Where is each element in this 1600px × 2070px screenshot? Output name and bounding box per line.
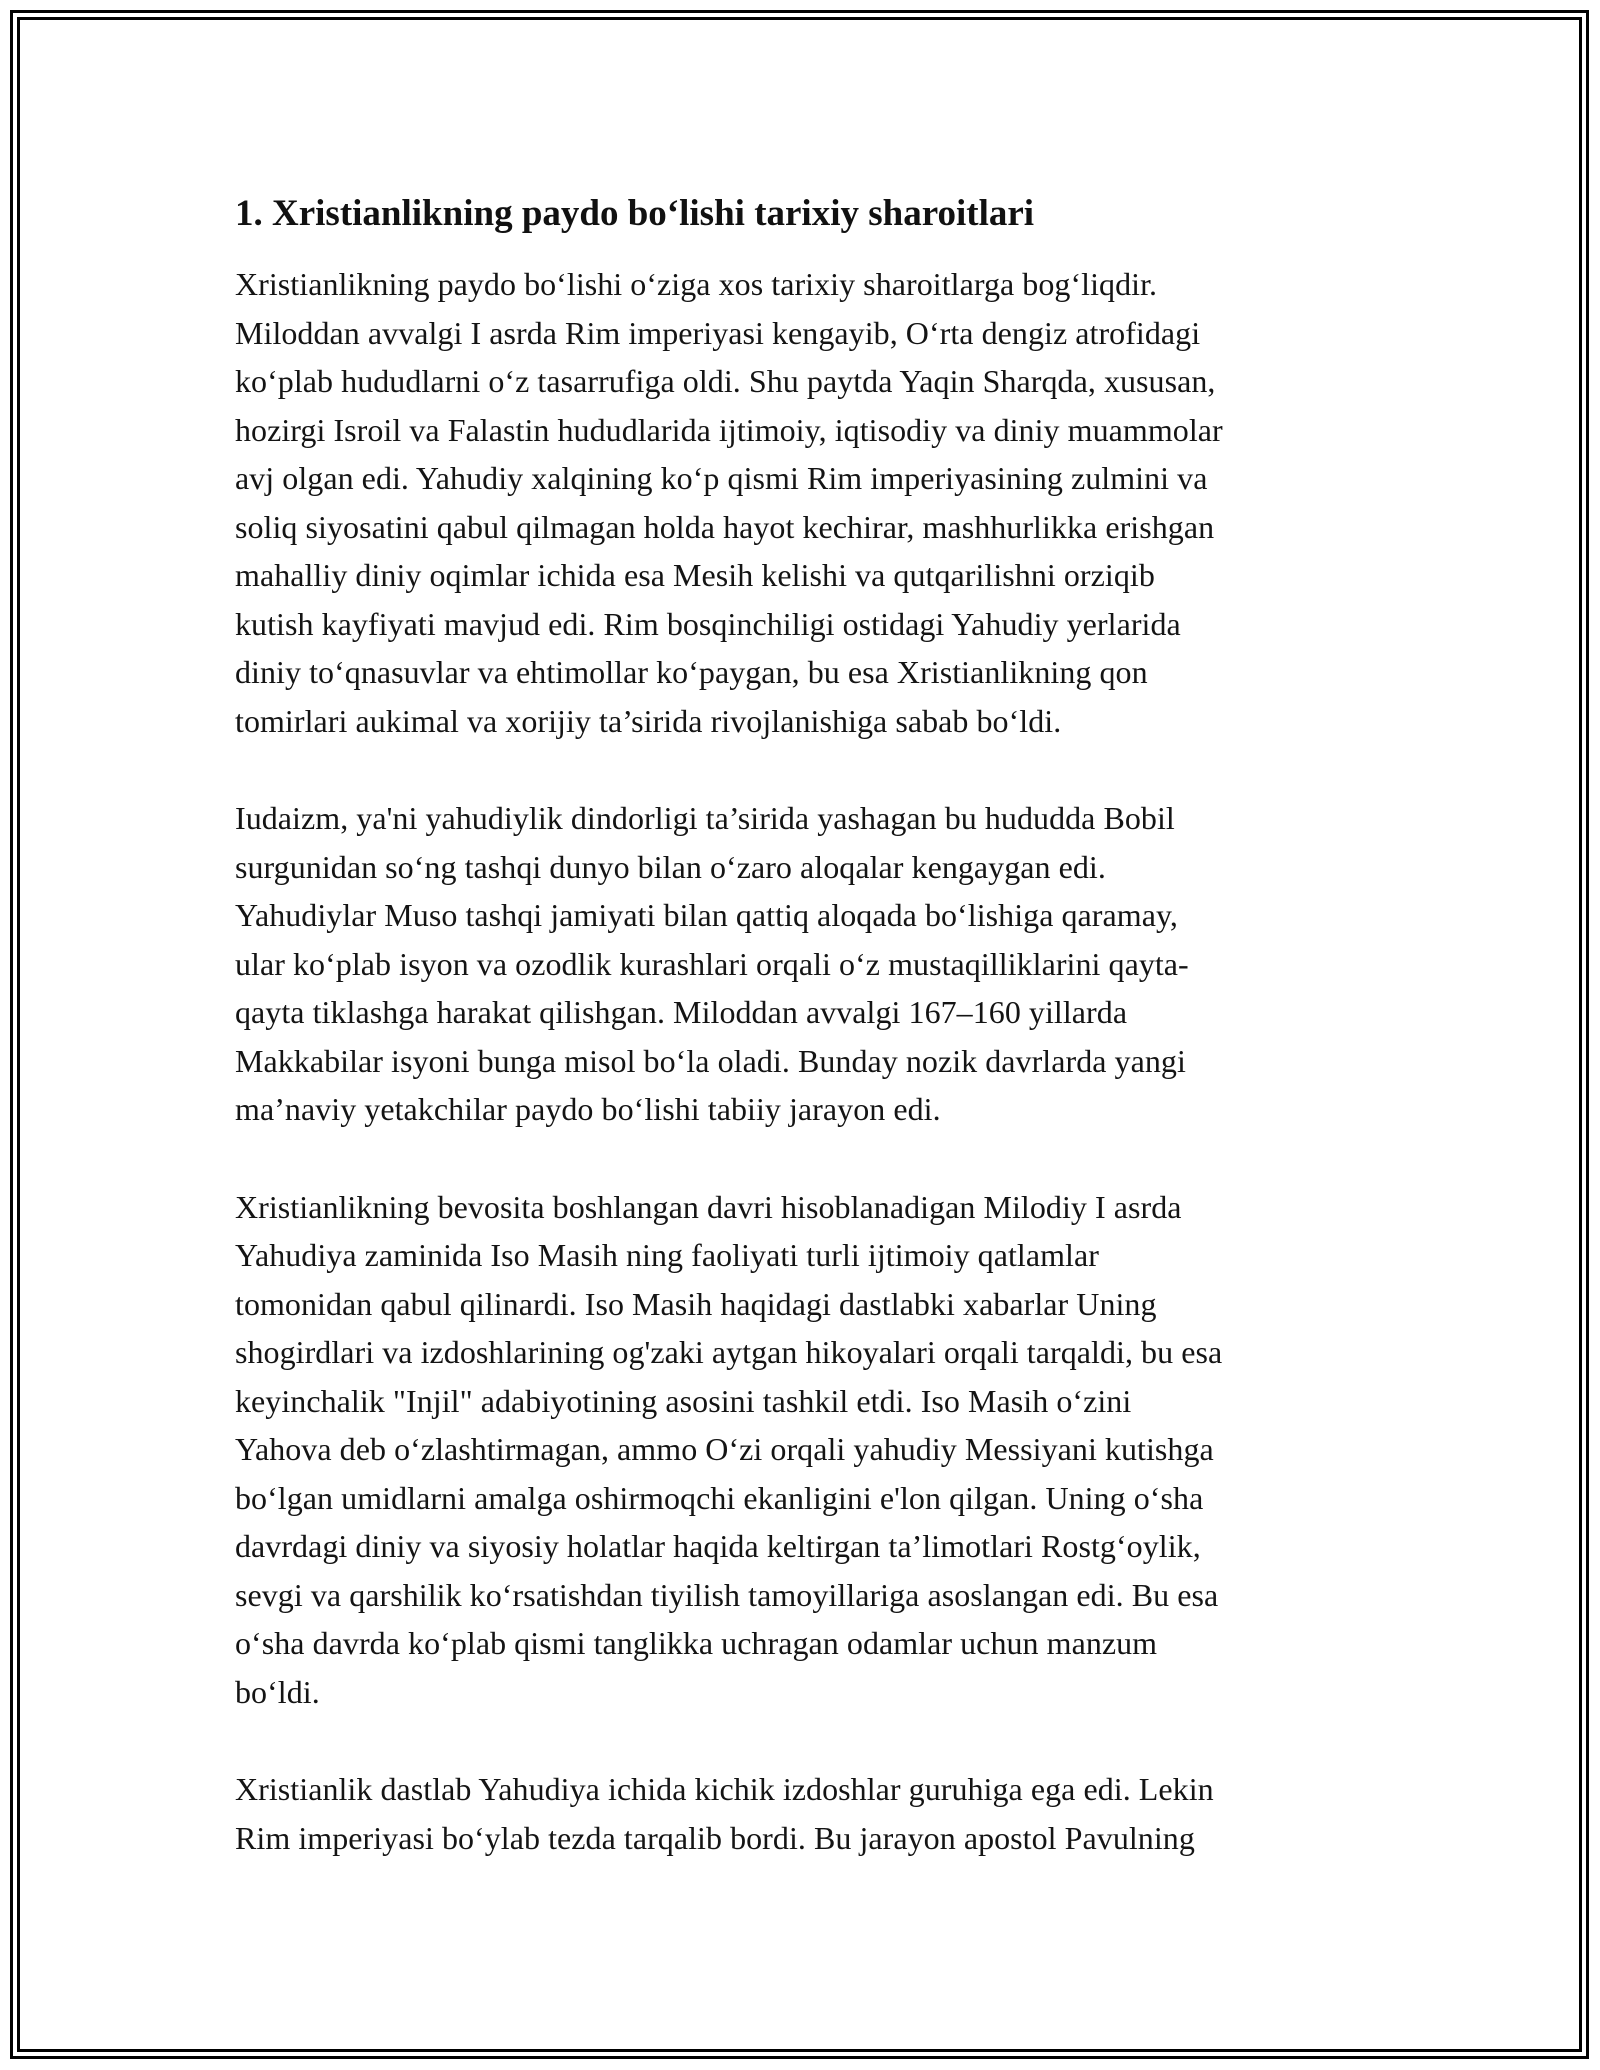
text-line: boʻlgan umidlarni amalga oshirmoqchi ekanligini e'lon qilgan. Uning oʻsha xyxy=(235,1479,1204,1516)
text-line: tomirlari aukimal va xorijiy ta’sirida rivojlanishiga sabab boʻldi. xyxy=(235,702,1062,739)
text-line: surgunidan soʻng tashqi dunyo bilan oʻzaro aloqalar kengaygan edi. xyxy=(235,848,1106,885)
text-line: ma’naviy yetakchilar paydo boʻlishi tabiiy jarayon edi. xyxy=(235,1091,941,1127)
text-line: hozirgi Isroil va Falastin hududlarida ijtimoiy, iqtisodiy va diniy muammolar xyxy=(235,411,1223,448)
text-line: qayta tiklashga harakat qilishgan. Miloddan avvalgi 167–160 yillarda xyxy=(235,994,1128,1030)
text-line: Xristianlik dastlab Yahudiya ichida kichik izdoshlar guruhiga ega edi. Lekin xyxy=(235,1771,1214,1807)
text-line: tomonidan qabul qilinardi. Iso Masih haqidagi dastlabki xabarlar Uning xyxy=(235,1285,1157,1322)
text-line: kutish kayfiyati mavjud edi. Rim bosqinchiligi ostidagi Yahudiy yerlarida xyxy=(235,605,1181,642)
text-line: Xristianlikning paydo boʻlishi oʻziga xos tarixiy sharoitlarga bogʻliqdir. xyxy=(235,266,1158,302)
paragraph-4 xyxy=(235,1765,1375,1862)
text-line: davrdagi diniy va siyosiy holatlar haqida keltirgan ta’limotlari Rostgʻoylik, xyxy=(235,1528,1201,1564)
section-heading: 1. Xristianlikning paydo boʻlishi tarixiy sharoitlari xyxy=(235,193,1035,234)
text-line: shogirdlari va izdoshlarining og'zaki aytgan hikoyalari orqali tarqaldi, bu esa xyxy=(235,1334,1223,1370)
text-line: diniy toʻqnasuvlar va ehtimollar koʻpaygan, bu esa Xristianlikning qon xyxy=(235,654,1148,690)
text-line: Iudaizm, ya'ni yahudiylik dindorligi ta’sirida yashagan bu hududda Bobil xyxy=(235,800,1175,836)
paragraph-3 xyxy=(235,1183,1375,1717)
text-line: Miloddan avvalgi I asrda Rim imperiyasi kengayib, Oʻrta dengiz atrofidagi xyxy=(235,314,1201,351)
text-line: Yahudiya zaminida Iso Masih ning faoliyati turli ijtimoiy qatlamlar xyxy=(235,1237,1099,1273)
document-body xyxy=(235,190,1375,1911)
text-line: Rim imperiyasi boʻylab tezda tarqalib bordi. Bu jarayon apostol Pavulning xyxy=(235,1819,1195,1856)
text-line: Makkabilar isyoni bunga misol boʻla oladi. Bunday nozik davrlarda yangi xyxy=(235,1042,1186,1079)
text-line: soliq siyosatini qabul qilmagan holda hayot kechirar, mashhurlikka erishgan xyxy=(235,508,1215,545)
text-line: oʻsha davrda koʻplab qismi tanglikka uchragan odamlar uchun manzum xyxy=(235,1625,1158,1661)
text-line: avj olgan edi. Yahudiy xalqining koʻp qismi Rim imperiyasining zulmini va xyxy=(235,460,1208,496)
text-line: mahalliy diniy oqimlar ichida esa Mesih kelishi va qutqarilishni orziqib xyxy=(235,557,1155,593)
text-line: koʻplab hududlarni oʻz tasarrufiga oldi. Shu paytda Yaqin Sharqda, xususan, xyxy=(235,363,1216,399)
text-line: Yahudiylar Muso tashqi jamiyati bilan qattiq aloqada boʻlishiga qaramay, xyxy=(235,897,1178,933)
paragraph-2 xyxy=(235,794,1375,1134)
text-line: Yahova deb oʻzlashtirmagan, ammo Oʻzi orqali yahudiy Messiyani kutishga xyxy=(235,1431,1214,1467)
paragraph-1 xyxy=(235,260,1375,745)
text-line: boʻldi. xyxy=(235,1673,320,1710)
text-line: sevgi va qarshilik koʻrsatishdan tiyilish tamoyillariga asoslangan edi. Bu esa xyxy=(235,1576,1219,1613)
text-line: ular koʻplab isyon va ozodlik kurashlari orqali oʻz mustaqilliklarini qayta- xyxy=(235,945,1189,982)
text-line: Xristianlikning bevosita boshlangan davri hisoblanadigan Milodiy I asrda xyxy=(235,1188,1182,1225)
text-line: keyinchalik "Injil" adabiyotining asosini tashkil etdi. Iso Masih oʻzini xyxy=(235,1382,1132,1419)
